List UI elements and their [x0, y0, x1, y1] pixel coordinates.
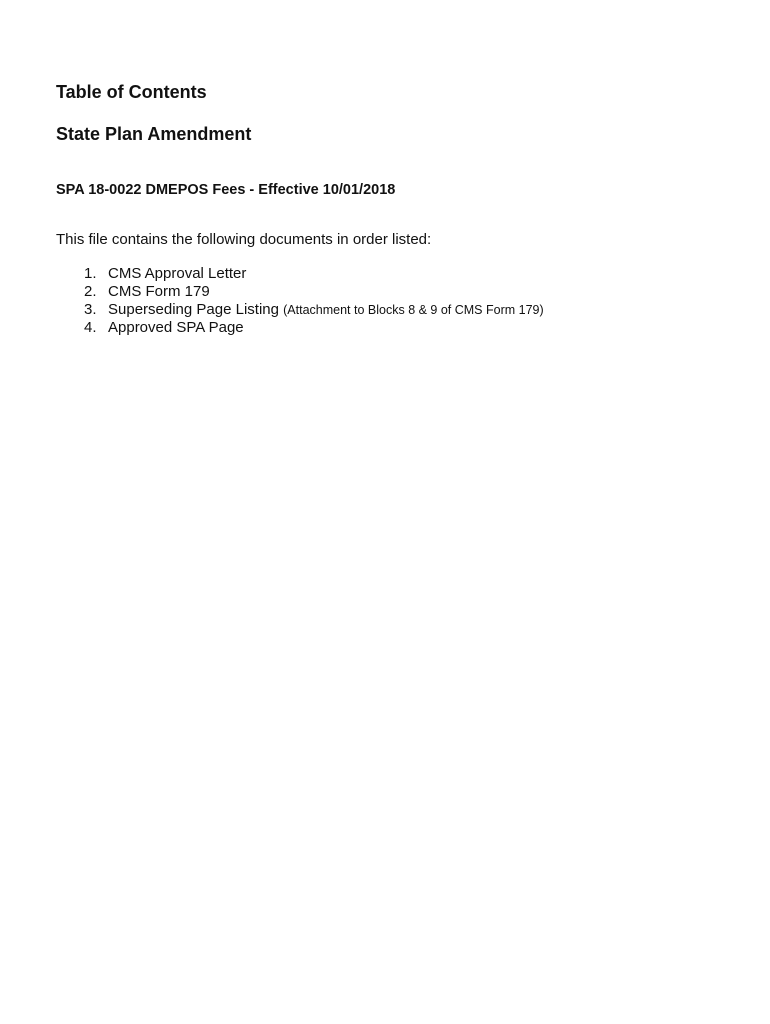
list-item-number: 1. — [84, 265, 97, 282]
list-item-label: Superseding Page Listing — [108, 301, 279, 318]
list-item — [84, 283, 544, 301]
intro-text: This file contains the following documents in order listed: — [56, 231, 432, 248]
spa-subheading: SPA 18-0022 DMEPOS Fees - Effective 10/01/2018 — [56, 182, 396, 198]
list-item-label: CMS Form 179 — [108, 283, 210, 300]
list-item — [84, 301, 544, 319]
list-item — [84, 265, 544, 283]
list-item-number: 2. — [84, 283, 97, 300]
list-item-number: 3. — [84, 301, 97, 318]
list-item-label: Approved SPA Page — [108, 319, 244, 336]
list-item — [84, 319, 544, 337]
page-title: Table of Contents — [56, 82, 207, 102]
list-item-label: CMS Approval Letter — [108, 265, 247, 282]
document-list — [84, 265, 544, 337]
list-item-number: 4. — [84, 319, 97, 336]
section-heading: State Plan Amendment — [56, 124, 252, 144]
list-item-note: (Attachment to Blocks 8 & 9 of CMS Form 179) — [283, 303, 544, 317]
